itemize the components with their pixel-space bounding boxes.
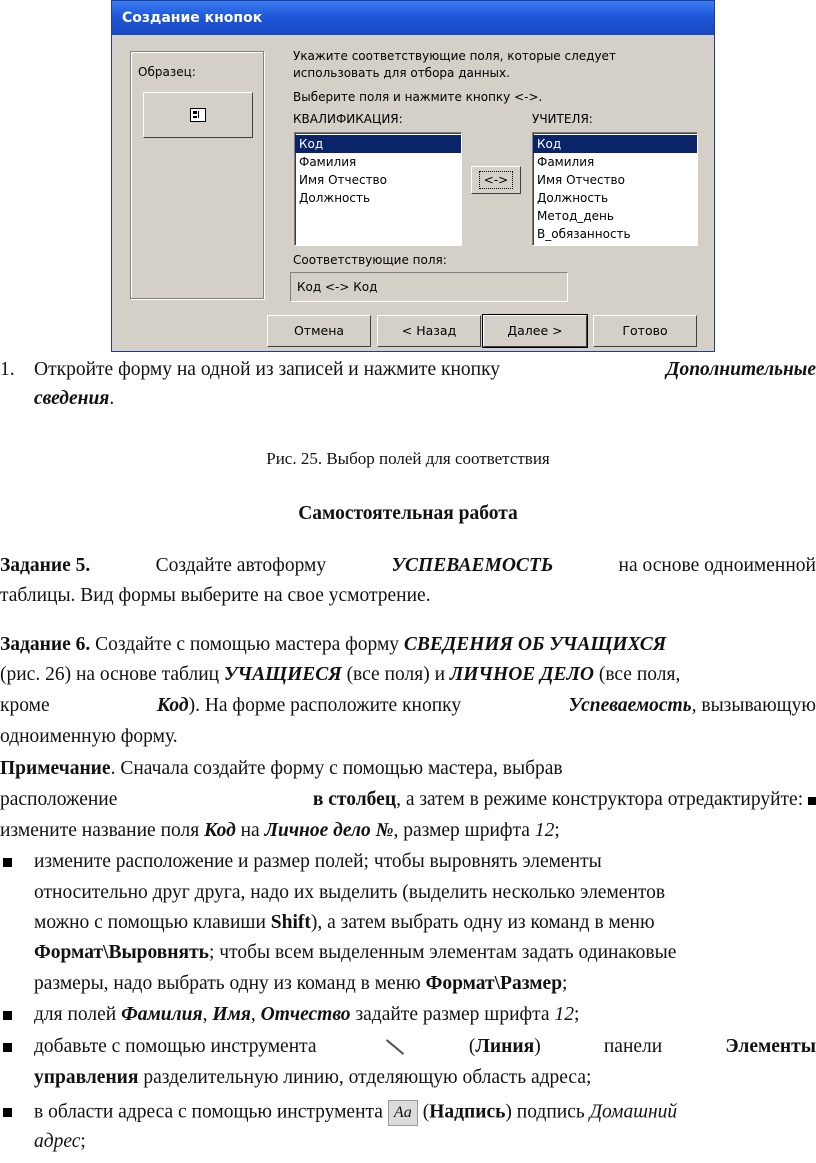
task-5-text-b: на основе одноименной (618, 555, 816, 576)
form-icon (190, 108, 206, 122)
task-6-text-b: (рис. 26) на основе таблиц (0, 664, 220, 685)
right-list-label: УЧИТЕЛЯ: (532, 112, 593, 126)
list-item[interactable]: Метод_день (537, 209, 614, 223)
task-6-emphasis-5: Успеваемость (568, 695, 692, 716)
item-1-number: 1. (0, 359, 15, 380)
list-item[interactable]: Должность (537, 191, 609, 205)
bullet-2-font-size: 12 (554, 1004, 574, 1025)
back-button[interactable]: < Назад (377, 315, 481, 347)
task-6-text-a: Создайте с помощью мастера форму (95, 634, 400, 655)
bullet-2-line: для полей Фамилия, Имя, Отчество задайте размер шрифта 12; (34, 1004, 580, 1025)
bullet-2-field-surname: Фамилия (121, 1004, 203, 1025)
bullet-1-text-c-rest: ), а затем выбрать одну из команд в меню (310, 912, 655, 933)
list-item[interactable]: Код (533, 135, 697, 153)
list-item[interactable]: Фамилия (299, 155, 357, 169)
list-item[interactable]: Имя Отчество (537, 173, 625, 187)
bullet-marker (808, 797, 816, 805)
note-text-c: , а затем в режиме конструктора отредактируйте: (396, 789, 804, 810)
bullet-4-text-a: в области адреса с помощью инструмента (34, 1101, 383, 1123)
task-6-text-f: ). На форме расположите кнопку (188, 695, 462, 716)
bullet-3-line-1: добавьте с помощью инструмента (Линия) панели Элементы (34, 1036, 816, 1057)
task-6-text-d: (все поля, (598, 664, 681, 685)
note-font-size: 12 (534, 820, 555, 841)
note-emphasis-kod: Код (204, 820, 236, 841)
bullet-marker (3, 1011, 12, 1020)
bullet-1-shift: Shift (270, 912, 311, 933)
note-emphasis-lichnoe: Личное дело № (264, 820, 394, 841)
sample-frame (130, 51, 264, 299)
bullet-3-controls-2: управления (34, 1067, 139, 1088)
bullet-4-line-1: в области адреса с помощью инструмента Aa (Надпись) подпись Домашний (34, 1100, 816, 1126)
dialog-title: Создание кнопок (112, 1, 714, 35)
cancel-button[interactable]: Отмена (267, 315, 371, 347)
task-5-line-2: таблицы. Вид формы выберите на свое усмотрение. (0, 585, 431, 606)
task-6-emphasis-1: СВЕДЕНИЯ ОБ УЧАЩИХСЯ (403, 634, 667, 655)
note-line-1 (0, 758, 816, 780)
note-text-a: . Сначала создайте форму с помощью мастера, выбрав (110, 758, 563, 779)
right-field-list[interactable] (532, 132, 698, 246)
task-6-emphasis-3: ЛИЧНОЕ ДЕЛО (449, 664, 594, 685)
bullet-marker (3, 1043, 12, 1052)
left-field-list[interactable] (294, 132, 462, 246)
bullet-1-text-e: размеры, надо выбрать одну из команд в меню (34, 973, 421, 994)
next-button[interactable]: Далее > (483, 315, 587, 347)
bullet-2-text-b: задайте размер шрифта (355, 1004, 550, 1025)
bullet-marker (3, 858, 12, 867)
note-text-na: на (240, 820, 260, 841)
bullet-3-controls-1: Элементы (725, 1036, 816, 1057)
task-6-emphasis-2: УЧАЩИЕСЯ (223, 664, 342, 685)
task-6-text-c: (все поля) и (346, 664, 446, 685)
task-6-line-3 (0, 695, 816, 717)
item-1-emphasis-2: сведения (34, 388, 110, 409)
bullet-1-menu-size: Формат\Размер (425, 973, 563, 994)
bullet-1-text-d: ; чтобы всем выделенным элементам задать одинаковые (209, 942, 677, 963)
bullet-3-line-tool: Линия (475, 1036, 535, 1057)
task-6-text-g: , вызывающую (691, 695, 816, 716)
bullet-4-home-2: адрес (34, 1131, 81, 1152)
instruction-line-3: Выберите поля и нажмите кнопку <->. (293, 90, 543, 104)
item-1-text: Откройте форму на одной из записей и нажмите кнопку (34, 359, 501, 380)
match-fields-label: <-> (479, 171, 513, 189)
sample-label: Образец: (138, 65, 196, 79)
bullet-4-text-b: подпись (516, 1101, 585, 1123)
note-line-3: измените название поля Код на Личное дело №, размер шрифта 12; (0, 820, 560, 841)
task-6-emphasis-4: Код (156, 695, 189, 716)
item-1-line-2: сведения. (34, 388, 115, 409)
note-label: Примечание (0, 758, 111, 779)
left-list-label: КВАЛИФИКАЦИЯ: (293, 112, 403, 126)
finish-button[interactable]: Готово (593, 315, 697, 347)
task-5-line-1 (0, 555, 816, 577)
item-1-line-1 (34, 359, 816, 381)
note-text-rest: , размер шрифта (393, 820, 530, 841)
list-item[interactable]: Имя Отчество (299, 173, 387, 187)
task-5-emphasis: УСПЕВАЕМОСТЬ (391, 555, 554, 576)
label-tool-icon: Aa (388, 1100, 418, 1126)
bullet-1-line-1: измените расположение и размер полей; чтобы выровнять элементы (34, 851, 602, 872)
bullet-3-text-b: панели (603, 1036, 663, 1057)
bullet-1-line-3 (34, 912, 816, 934)
line-tool-icon (380, 1036, 406, 1058)
instruction-line-2: использовать для отбора данных. (293, 66, 510, 80)
bullet-1-text-c: можно с помощью клавиши (34, 912, 266, 933)
bullet-3-text-c: разделительную линию, отделяющую область адреса; (143, 1067, 592, 1088)
task-6-line-4: одноименную форму. (0, 726, 178, 747)
task-5-label: Задание 5. (0, 555, 91, 576)
bullet-2-field-patronymic: Отчество (260, 1004, 351, 1025)
match-fields-button[interactable] (471, 166, 521, 194)
task-6-label: Задание 6. (0, 634, 91, 655)
bullet-2-field-name: Имя (212, 1004, 251, 1025)
note-emphasis: в столбец (312, 789, 397, 810)
bullet-1-line-4 (34, 942, 816, 964)
sample-button-preview (143, 92, 253, 138)
task-6-line-1 (0, 634, 816, 656)
figure-caption: Рис. 25. Выбор полей для соответствия (266, 449, 550, 468)
matching-fields-label: Соответствующие поля: (293, 253, 447, 267)
list-item[interactable]: Фамилия (537, 155, 595, 169)
list-item[interactable]: Код (295, 135, 461, 153)
bullet-3-text-a: добавьте с помощью инструмента (34, 1036, 317, 1057)
task-6-text-e: кроме (0, 695, 50, 716)
instruction-line-1: Укажите соответствующие поля, которые следует (293, 49, 616, 63)
note-text-d: измените название поля (0, 820, 200, 841)
bullet-2-text-a: для полей (34, 1004, 117, 1025)
bullet-marker (3, 1108, 12, 1117)
task-5-text-a: Создайте автоформу (155, 555, 327, 576)
bullet-3-line-2 (34, 1067, 816, 1089)
bullet-4-label-tool: Надпись (429, 1101, 506, 1123)
list-item[interactable]: В_обязанность (537, 227, 631, 241)
note-line-2 (0, 789, 816, 811)
list-item[interactable]: Должность (299, 191, 371, 205)
create-buttons-dialog (111, 0, 715, 352)
bullet-1-menu-align: Формат\Выровнять (34, 942, 209, 963)
bullet-4-home-1: Домашний (589, 1101, 678, 1123)
bullet-1-line-2: относительно друг друга, надо их выделить (выделить несколько элементов (34, 882, 666, 903)
bullet-4-line-2: адрес; (34, 1131, 86, 1152)
note-text-b: расположение (0, 789, 118, 810)
matching-fields-box[interactable]: Код <-> Код (290, 272, 568, 302)
item-1-emphasis-1: Дополнительные (666, 359, 816, 380)
section-heading: Самостоятельная работа (298, 503, 518, 524)
task-6-line-2 (0, 664, 816, 686)
bullet-1-line-5: размеры, надо выбрать одну из команд в меню Формат\Размер; (34, 973, 568, 994)
